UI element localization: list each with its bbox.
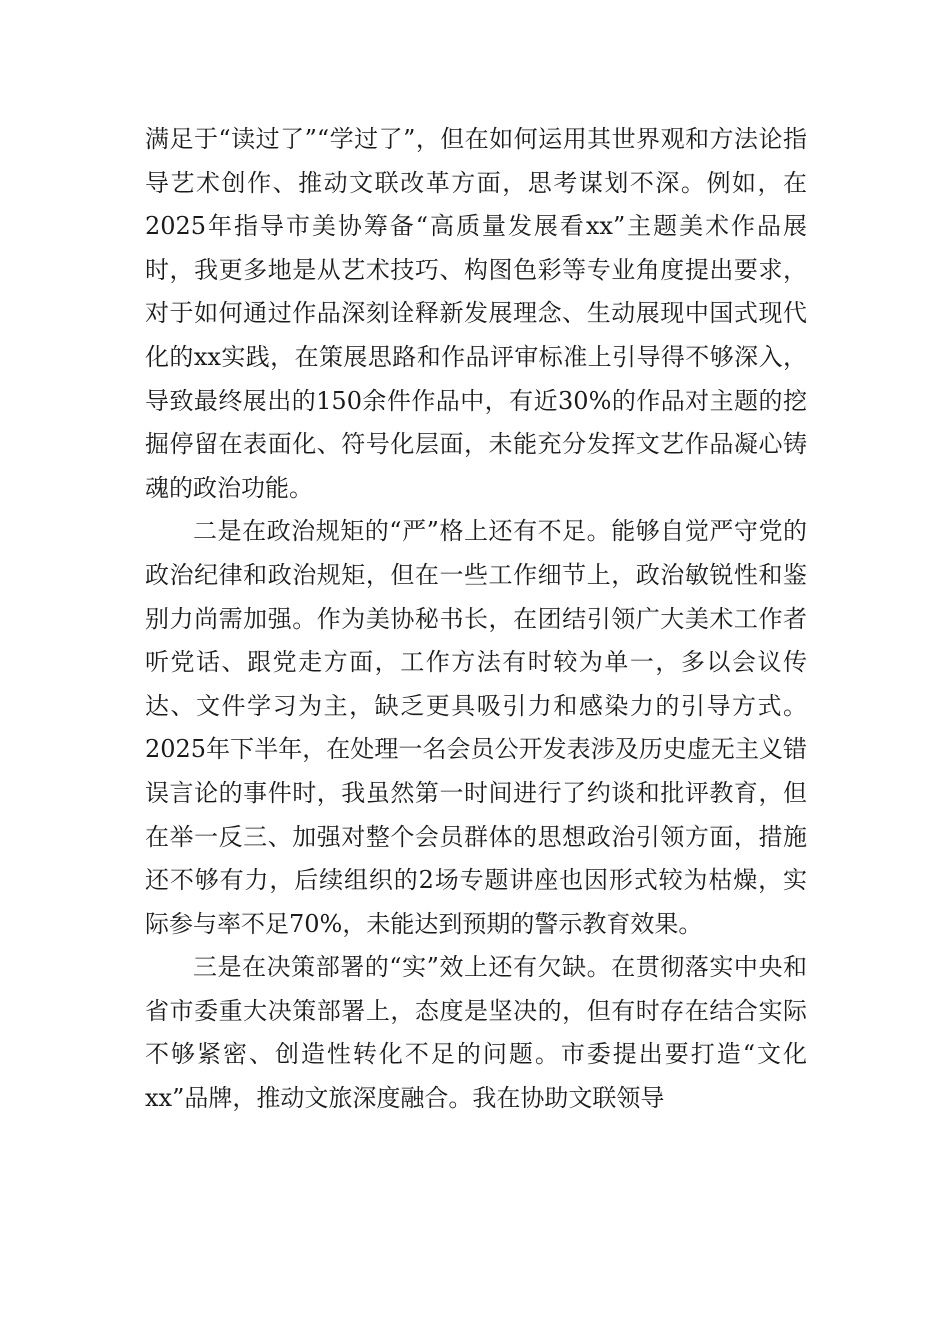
paragraph-political-rules: 二是在政治规矩的“严”格上还有不足。能够自觉严守党的政治纪律和政治规矩，但在一些工作细节上，政治敏锐性和鉴别力尚需加强。作为美协秘书长，在团结引领广大美术工作者听党话、跟党走方面，工作方法有时较为单一，多以会议传达、文件学习为主，缺乏更具吸引力和感染力的引导方式。2025年下半年，在处理一名会员公开发表涉及历史虚无主义错误言论的事件时，我虽然第一时间进行了约谈和批评教育，但在举一反三、加强对整个会员群体的思想政治引领方面，措施还不够有力，后续组织的2场专题讲座也因形式较为枯燥，实际参与率不足70%，未能达到预期的警示教育效果。 <box>145 517 807 938</box>
document-body <box>145 118 807 1121</box>
paragraph-continuation: 满足于“读过了”“学过了”，但在如何运用其世界观和方法论指导艺术创作、推动文联改革方面，思考谋划不深。例如，在2025年指导市美协筹备“高质量发展看xx”主题美术作品展时，我更多地是从艺术技巧、构图色彩等专业角度提出要求，对于如何通过作品深刻诠释新发展理念、生动展现中国式现代化的xx实践，在策展思路和作品评审标准上引导得不够深入，导致最终展出的150余件作品中，有近30%的作品对主题的挖掘停留在表面化、符号化层面，未能充分发挥文艺作品凝心铸魂的政治功能。 <box>145 125 807 502</box>
paragraph-decision-implementation: 三是在决策部署的“实”效上还有欠缺。在贯彻落实中央和省市委重大决策部署上，态度是坚决的，但有时存在结合实际不够紧密、创造性转化不足的问题。市委提出要打造“文化xx”品牌，推动文旅深度融合。我在协助文联领导 <box>145 953 807 1113</box>
